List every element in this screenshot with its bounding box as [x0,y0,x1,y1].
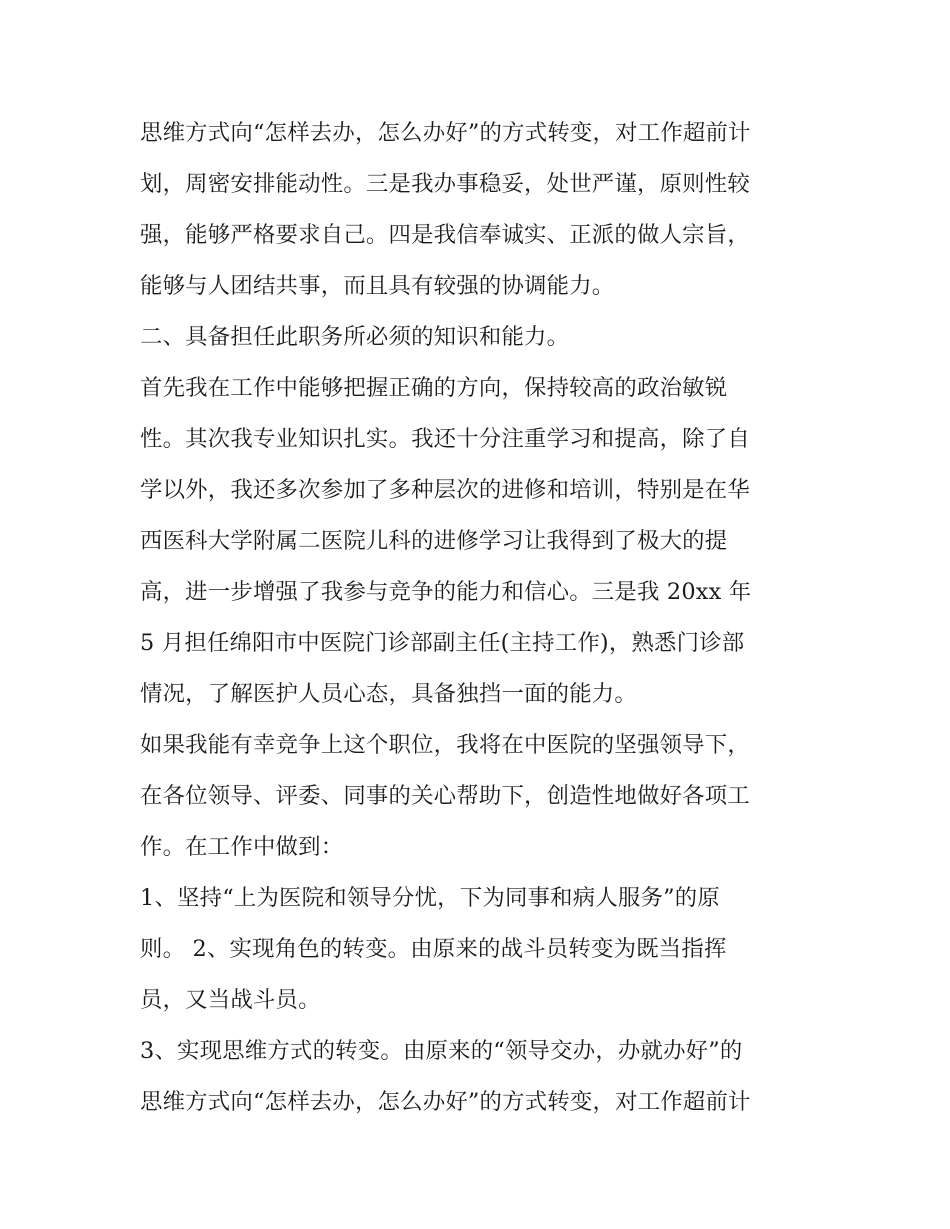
list-item: 3、实现思维方式的转变。由原来的“领导交办，办就办好”的 [140,1038,743,1064]
text-line: 5 月担任绵阳市中医院门诊部副主任(主持工作)，熟悉门诊部 [140,630,745,656]
section-heading: 二、具备担任此职务所必须的知识和能力。 [140,324,570,350]
document-body [140,108,816,1128]
text-line: 首先我在工作中能够把握正确的方向，保持较高的政治敏锐 [140,375,728,401]
text-line: 能够与人团结共事，而且具有较强的协调能力。 [140,273,615,299]
text-line: 西医科大学附属二医院儿科的进修学习让我得到了极大的提 [140,528,728,554]
list-item: 员，又当战斗员。 [140,987,321,1013]
text-line: 思维方式向“怎样去办，怎么办好”的方式转变，对工作超前计 [140,1089,751,1115]
text-line: 划，周密安排能动性。三是我办事稳妥，处世严谨，原则性较 [140,171,750,197]
text-line: 情况，了解医护人员心态，具备独挡一面的能力。 [140,681,637,707]
text-line: 性。其次我专业知识扎实。我还十分注重学习和提高，除了自 [140,426,750,452]
text-line: 强，能够严格要求自己。四是我信奉诚实、正派的做人宗旨， [140,222,750,248]
list-item: 1、坚持“上为医院和领导分忧，下为同事和病人服务”的原 [140,885,720,911]
text-line: 学以外，我还多次参加了多种层次的进修和培训，特别是在华 [140,477,750,503]
text-line: 思维方式向“怎样去办，怎么办好”的方式转变，对工作超前计 [140,120,751,146]
text-line: 作。在工作中做到： [140,834,344,860]
text-line: 高，进一步增强了我参与竞争的能力和信心。三是我 20xx 年 [140,579,752,605]
list-item: 则。 2、实现角色的转变。由原来的战斗员转变为既当指挥 [140,936,727,962]
text-line: 在各位领导、评委、同事的关心帮助下，创造性地做好各项工 [140,783,750,809]
text-line: 如果我能有幸竞争上这个职位，我将在中医院的坚强领导下， [140,732,750,758]
